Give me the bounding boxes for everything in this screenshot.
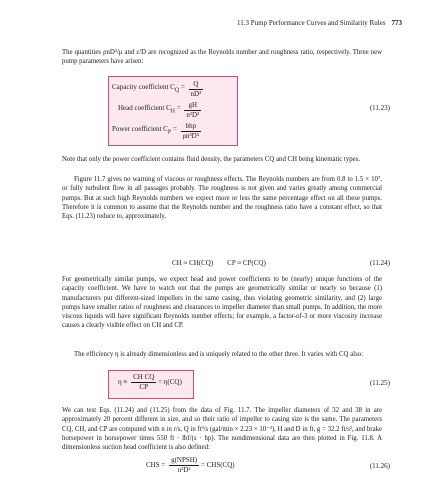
capacity-numerator: Q [189,80,204,90]
power-numerator: bhp [181,122,202,132]
paragraph-text: We can test Eqs. (11.24) and (11.25) from the data of Fig. 11.7. The impeller diameters of 32 and 38 in are approximately 20 percent different in size, and so their ratio of impeller to casing size is the same. The parameters CQ, CH, and CP are computed with n in r/s, Q in ft³/s (gal/min × 2.23 × 10⁻³), H and D in ft, g = 32.2 ft/s², and brake horsepower in horsepower times 550 ft · lbf/(s · hp). The nondimensional data are then plotted in Fig. 11.8. A dimensionless suction head coefficient is also defined: [62,407,382,452]
capacity-sub: Q [174,87,180,94]
capacity-denominator: nD³ [190,90,202,98]
equation-number-11-24: (11.24) [369,259,390,267]
power-label: Power coefficient C [112,125,168,134]
section-title: 11.3 Pump Performance Curves and Similarity Rules [237,19,386,27]
paragraph-figure-11-7 [62,175,382,221]
head-label: Head coefficient C [118,104,171,113]
power-coefficient-eq: Power coefficient $C_P$ = $\frac{\text{bhp}}{\text{ρn³D⁵}}$ [112,122,200,140]
paragraph-kinematic [62,155,382,164]
equation-number-11-26: (11.26) [369,462,390,470]
paragraph-text: Figure 11.7 gives no warning of viscous or roughness effects. The Reynolds numbers are from 0.8 to 1.5 × 10⁷, or fully turbulent flow in all passages probably. The roughness is not given and varies greatly among commercial pumps. But at such high Reynolds numbers we expect more or less the same percentage effect on all these pumps. Therefore it is common to assume that the Reynolds number and the roughness ratio have a constant effect, so that Eqs. (11.23) reduce to, approximately, [62,176,382,221]
paragraph-text: Note that only the power coefficient contains fluid density, the parameters CQ and CH being kinematic types. [62,156,361,163]
suction-rhs: = CHS(CQ) [200,461,235,469]
suction-numerator: g(NPSH) [171,456,198,464]
efficiency-lhs: η ≡ [118,378,128,386]
paragraph-text: The quantities ρnD²/μ and ε/D are recognized as the Reynolds number and roughness ratio, respectively. Three new pump parameters have arisen: [62,49,382,66]
paragraph-intro [62,48,382,67]
suction-lhs: CHS = [146,461,166,469]
equation-text: CH ≈ CH(CQ) CP ≈ CP(CQ) [172,259,266,267]
efficiency-rhs: = η(CQ) [158,378,182,386]
equation-11-24 [172,259,266,267]
head-sub: H [170,108,175,115]
suction-head-eq [146,456,235,475]
capacity-coefficient-eq: Capacity coefficient $C_Q$ = $\frac{Q}{\text{nD³}}$ [112,80,202,98]
capacity-label: Capacity coefficient C [112,83,175,92]
efficiency-numerator: CH CQ [133,373,155,381]
page-number: 773 [391,19,402,27]
running-header [62,19,402,27]
equation-number-11-25: (11.25) [369,379,390,387]
efficiency-denominator: CP [139,383,148,391]
paragraph-test [62,406,382,452]
equation-number-11-23: (11.23) [369,104,390,112]
power-denominator: ρn³D⁵ [182,132,200,140]
suction-denominator: n²D² [177,466,191,474]
paragraph-similar-pumps [62,275,382,331]
head-numerator: gH [184,101,201,111]
head-coefficient-eq: Head coefficient $C_H$ = $\frac{gH}{\text{n²D²}}$ [118,101,200,119]
paragraph-text: The efficiency η is already dimensionless and is uniquely related to the other three. It varies with CQ also: [74,351,364,358]
paragraph-text: For geometrically similar pumps, we expect head and power coefficients to be (nearly) unique functions of the capacity coefficient. We have to watch out that the pumps are geometrically similar or nearly so because (1) manufacturers put different-sized impellers in the same casing, thus violating geometric similarity, and (2) large pumps have smaller ratios of roughness and clearances to impeller diameter than small pumps. In addition, the more viscous liquids will have significant Reynolds number effects; for example, a factor-of-3 or more viscosity increase causes a clearly visible effect on CH and CP. [62,276,382,330]
head-denominator: n²D² [186,111,200,119]
paragraph-efficiency [62,350,382,359]
power-sub: P [167,129,172,136]
efficiency-eq [118,373,182,392]
